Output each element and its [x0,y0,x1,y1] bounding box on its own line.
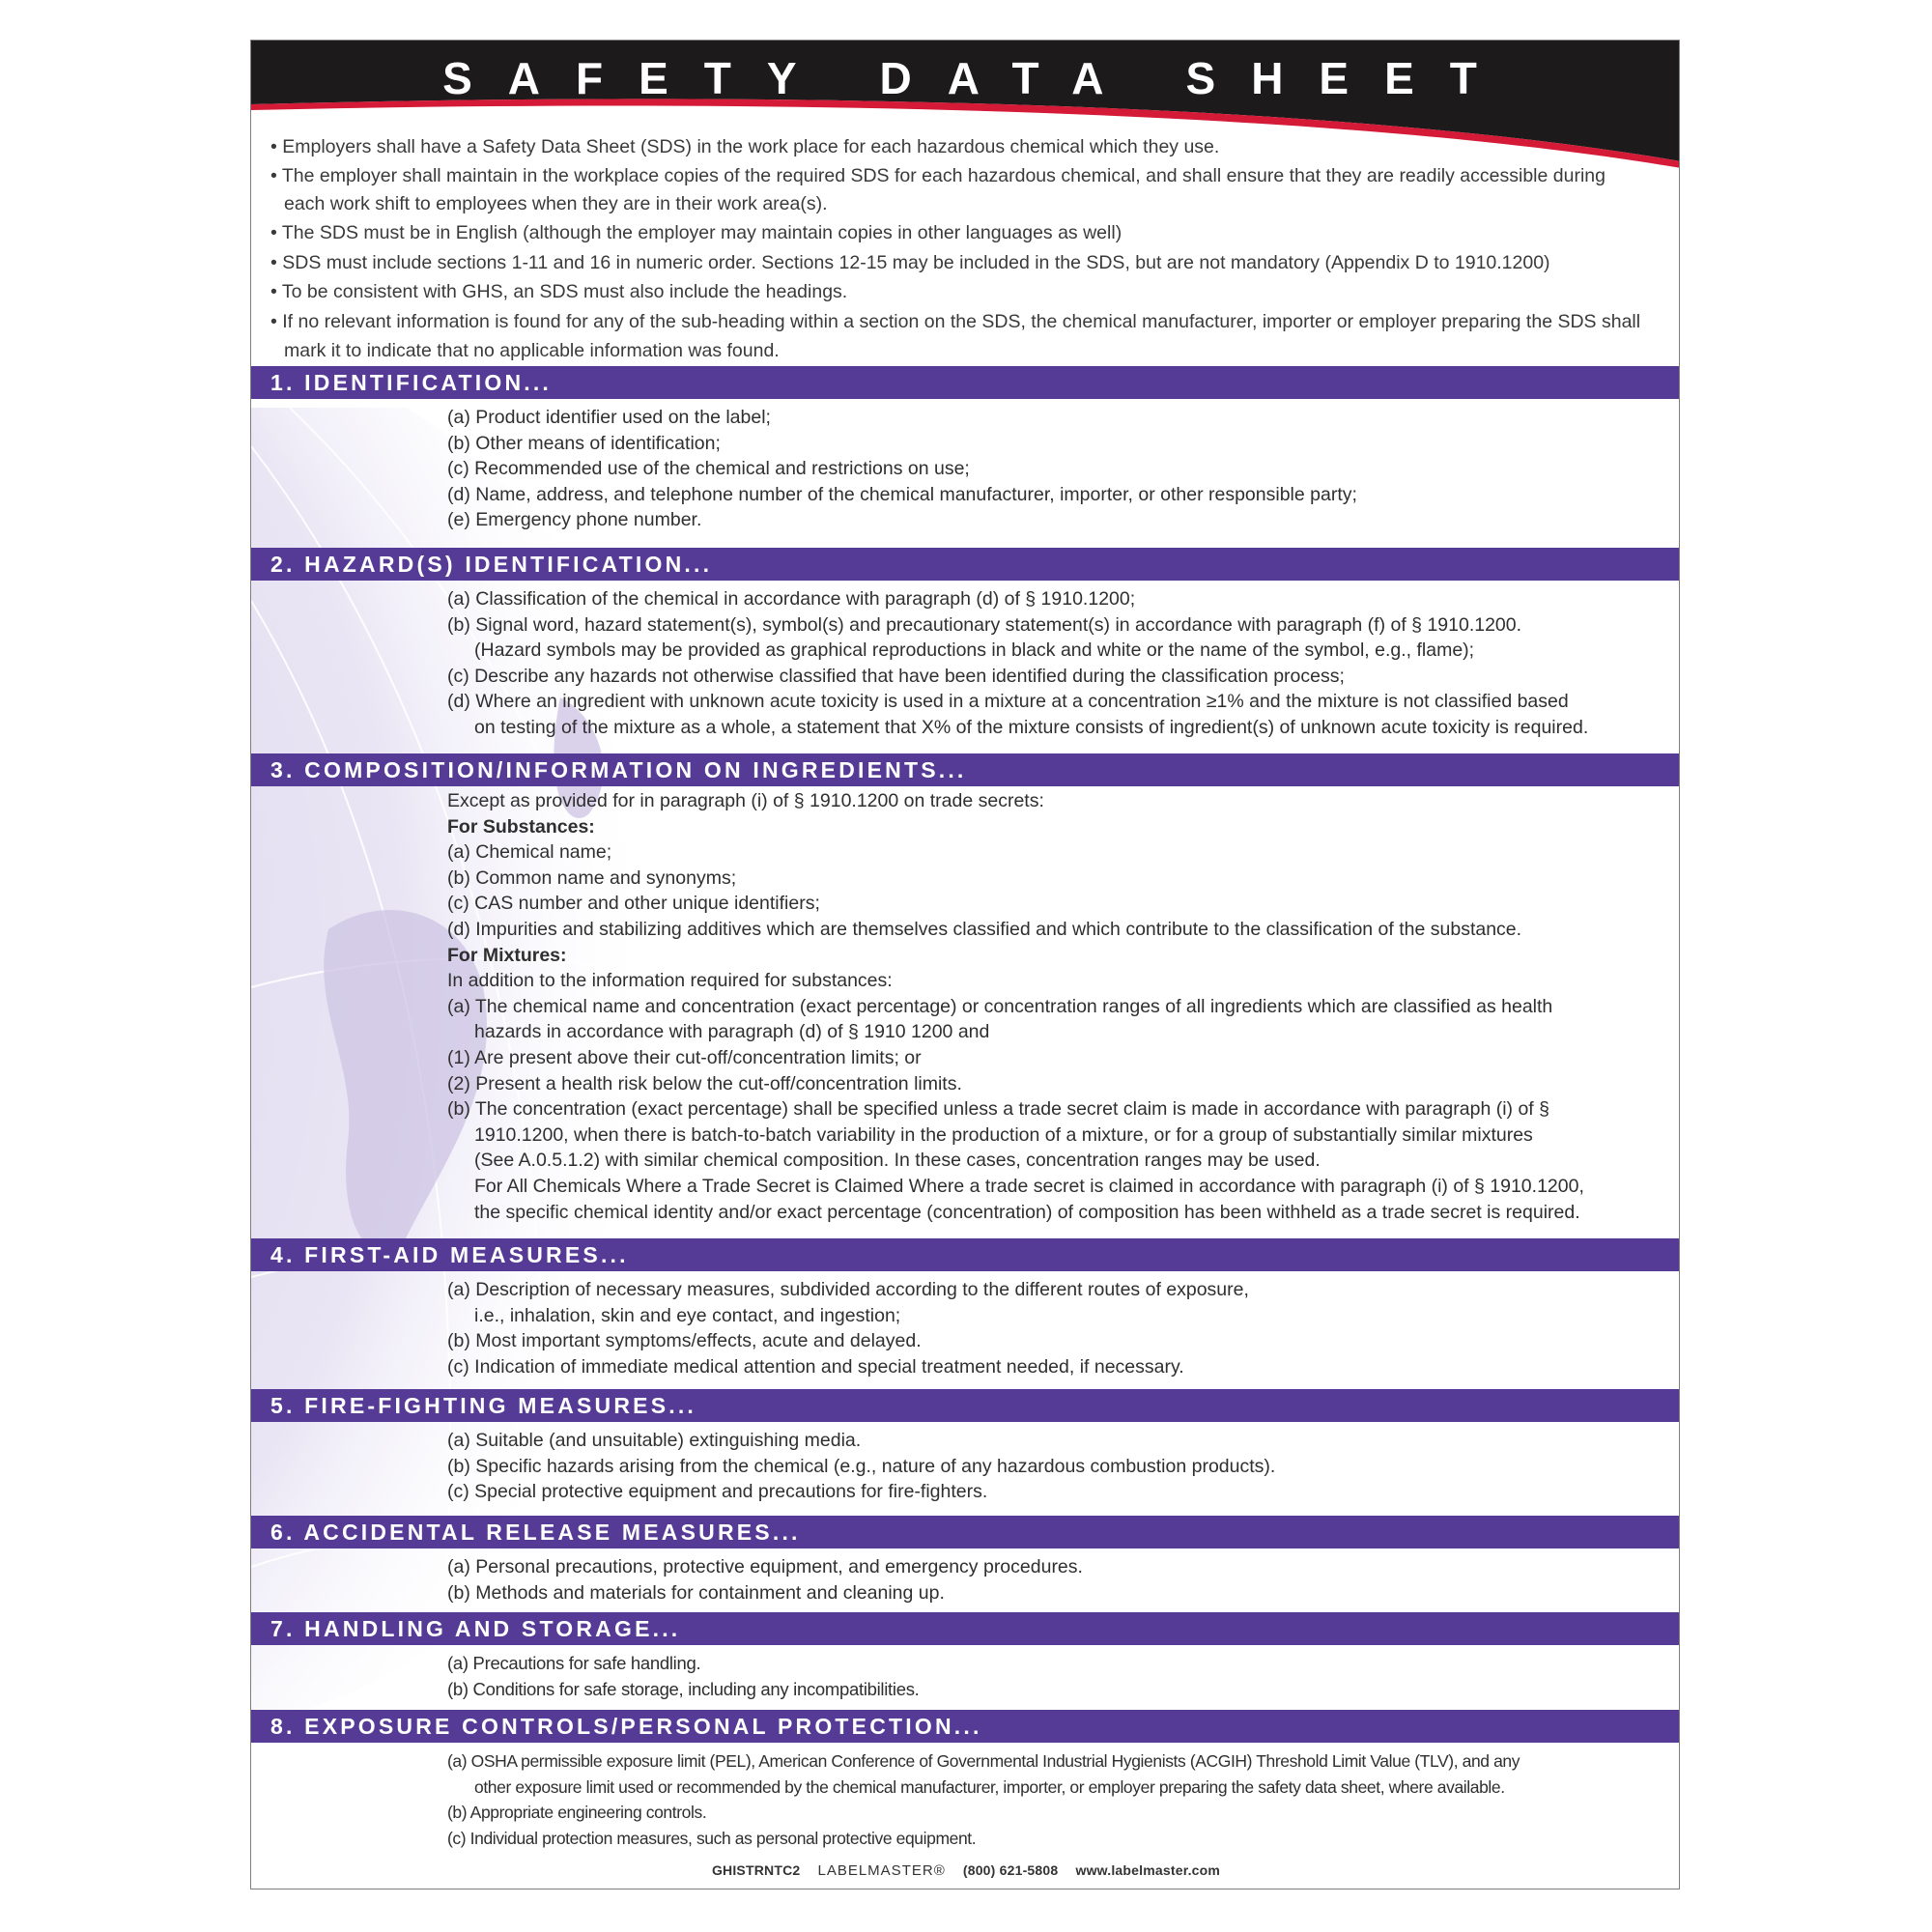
section-body [251,399,1680,533]
section-body [251,1548,1680,1605]
section-heading: 4. FIRST-AID MEASURES... [251,1238,1680,1271]
section-line: (a) The chemical name and concentration (exact percentage) or concentration ranges of all ingredients which are classified as health [447,995,1553,1017]
section-body [251,786,1680,1225]
intro-bullet-list [270,133,1662,365]
section-line: (a) Product identifier used on the label; [447,407,771,428]
section-line: (b) Methods and materials for containment and cleaning up. [447,1581,945,1604]
section-line: i.e., inhalation, skin and eye contact, and ingestion; [474,1304,901,1326]
section-heading: 1. IDENTIFICATION... [251,366,1680,399]
section-body [251,581,1680,741]
brand-logo: LABELMASTER® [817,1862,946,1879]
section-line: 1910.1200, when there is batch-to-batch variability in the production of a mixture, or for a group of substantially similar mixtures [474,1123,1533,1146]
intro-bullet: • To be consistent with GHS, an SDS must also include the headings. [270,280,848,302]
section-heading: 2. HAZARD(S) IDENTIFICATION... [251,548,1680,581]
intro-bullet: • If no relevant information is found for any of the sub-heading within a section on the SDS, the chemical manufacturer, importer or employer preparing the SDS shall mark it to indicate that no applicable information was found. [270,311,1641,361]
section-line: the specific chemical identity and/or exact percentage (concentration) of composition has been withheld as a trade secret is required. [474,1201,1580,1223]
section-line: (b) The concentration (exact percentage) shall be specified unless a trade secret claim is made in accordance with paragraph (i) of § [447,1098,1549,1121]
section-line: (c) Indication of immediate medical attention and special treatment needed, if necessary. [447,1355,1184,1378]
section-line: (b) Signal word, hazard statement(s), symbol(s) and precautionary statement(s) in accordance with paragraph (f) of § 1910.1200. [447,613,1522,636]
section-line: (b) Conditions for safe storage, including any incompatibilities. [447,1678,920,1699]
section-body [251,1743,1680,1851]
section-line: (Hazard symbols may be provided as graphical reproductions in black and white or the name of the symbol, e.g., flame); [474,639,1475,662]
intro-bullet: • The SDS must be in English (although the employer may maintain copies in other languages as well) [270,221,1122,243]
section-line: (See A.0.5.1.2) with similar chemical composition. In these cases, concentration ranges may be used. [474,1150,1321,1172]
section-line: (b) Specific hazards arising from the chemical (e.g., nature of any hazardous combustion products). [447,1455,1276,1477]
subheading-mixtures: For Mixtures: [447,944,567,966]
product-code: GHISTRNTC2 [711,1862,801,1878]
section-line: (a) Classification of the chemical in accordance with paragraph (d) of § 1910.1200; [447,588,1136,610]
section-identification [251,366,1680,533]
section-line: (b) Other means of identification; [447,432,721,454]
section-line: on testing of the mixture as a whole, a statement that X% of the mixture consists of ingredient(s) of unknown acute toxicity is required. [474,716,1589,738]
safety-data-sheet-poster [250,40,1680,1889]
section-heading: 8. EXPOSURE CONTROLS/PERSONAL PROTECTION... [251,1710,1680,1743]
section-heading: 5. FIRE-FIGHTING MEASURES... [251,1389,1680,1422]
section-handling-storage [251,1612,1680,1702]
section-line: In addition to the information required for substances: [447,970,893,992]
section-composition [251,753,1680,1225]
section-body [251,1422,1680,1505]
section-heading: 7. HANDLING AND STORAGE... [251,1612,1680,1645]
section-body [251,1271,1680,1379]
section-line: (c) Recommended use of the chemical and restrictions on use; [447,458,970,480]
intro-bullet: • The employer shall maintain in the workplace copies of the required SDS for each hazardous chemical, and shall ensure that they are readily accessible during each work shift to employees when they are in their work area(s). [270,164,1605,214]
section-line: (2) Present a health risk below the cut-off/concentration limits. [447,1072,962,1094]
section-line: Except as provided for in paragraph (i) of § 1910.1200 on trade secrets: [447,790,1044,811]
section-line: (c) Special protective equipment and precautions for fire-fighters. [447,1481,988,1503]
section-accidental-release [251,1516,1680,1605]
section-line: (d) Impurities and stabilizing additives which are themselves classified and which contribute to the classification of the substance. [447,918,1522,940]
website-link[interactable]: www.labelmaster.com [1075,1862,1221,1878]
section-line: (a) Description of necessary measures, subdivided according to the different routes of exposure, [447,1279,1249,1300]
intro-bullet: • SDS must include sections 1-11 and 16 in numeric order. Sections 12-15 may be included in the SDS, but are not mandatory (Appendix D to 1910.1200) [270,252,1550,273]
section-line: (d) Name, address, and telephone number of the chemical manufacturer, importer, or other responsible party; [447,483,1357,505]
section-line: (1) Are present above their cut-off/concentration limits; or [447,1046,922,1068]
section-line: (a) Personal precautions, protective equipment, and emergency procedures. [447,1556,1083,1577]
section-line: hazards in accordance with paragraph (d) of § 1910 1200 and [474,1021,990,1043]
section-line: (a) Suitable (and unsuitable) extinguishing media. [447,1430,862,1451]
section-heading: 6. ACCIDENTAL RELEASE MEASURES... [251,1516,1680,1548]
section-line: (b) Appropriate engineering controls. [447,1803,707,1823]
section-heading: 3. COMPOSITION/INFORMATION ON INGREDIENTS... [251,753,1680,786]
section-line: (a) Chemical name; [447,841,612,864]
section-exposure-controls [251,1710,1680,1851]
section-line: (b) Common name and synonyms; [447,867,737,889]
section-line: (c) CAS number and other unique identifiers; [447,893,820,915]
phone-number: (800) 621-5808 [962,1862,1059,1878]
footer-credits [251,1862,1680,1879]
section-fire-fighting [251,1389,1680,1505]
section-hazard-identification [251,548,1680,741]
section-line: (d) Where an ingredient with unknown acute toxicity is used in a mixture at a concentration ≥1% and the mixture is not classified based [447,691,1569,713]
subheading-substances: For Substances: [447,815,595,838]
section-line: (b) Most important symptoms/effects, acute and delayed. [447,1330,922,1352]
section-body [251,1645,1680,1702]
section-line: (e) Emergency phone number. [447,509,702,531]
section-line: For All Chemicals Where a Trade Secret is Claimed Where a trade secret is claimed in accordance with paragraph (i) of § 1910.1200, [474,1175,1584,1197]
intro-bullet: • Employers shall have a Safety Data Sheet (SDS) in the work place for each hazardous chemical which they use. [270,136,1220,157]
section-first-aid [251,1238,1680,1379]
section-line: (a) Precautions for safe handling. [447,1653,701,1673]
section-line: (c) Describe any hazards not otherwise classified that have been identified during the classification process; [447,665,1345,687]
section-line: other exposure limit used or recommended by the chemical manufacturer, importer, or employer preparing the safety data sheet, where available. [474,1776,1505,1797]
section-line: (c) Individual protection measures, such as personal protective equipment. [447,1828,977,1848]
page-title: SAFETY DATA SHEET [442,53,1513,103]
section-line: (a) OSHA permissible exposure limit (PEL), American Conference of Governmental Industrial Hygienists (ACGIH) Threshold Limit Value (TLV), and any [447,1751,1520,1771]
